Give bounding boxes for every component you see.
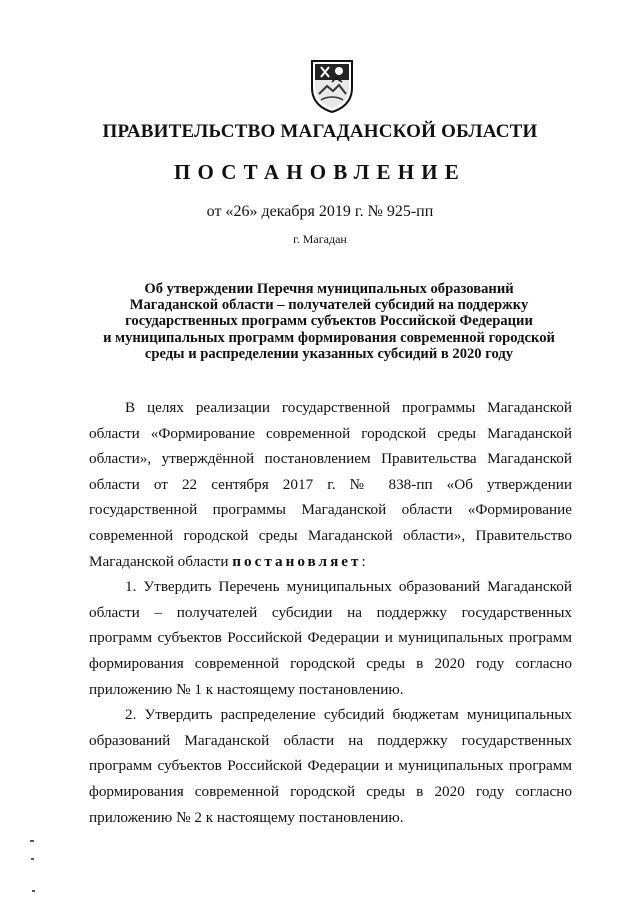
item-line: программ субъектов Российской Федерации и муниципальных программ: [89, 757, 572, 775]
preamble-line: области», утверждённой постановлением Правительства Магаданской: [89, 450, 572, 468]
subject-line: Об утверждении Перечня муниципальных образований: [144, 281, 514, 297]
item-line: области – получателей субсидии на поддержку государственных: [89, 603, 572, 621]
scan-mark: [31, 858, 34, 860]
document-date-number: от «26» декабря 2019 г. № 925-пп: [206, 203, 434, 220]
preamble-line: В целях реализации государственной программы Магаданской: [125, 399, 572, 416]
item-line: формирования современной городской среды в 2020 году согласно: [89, 782, 572, 800]
decree-word: постановляет: [232, 552, 362, 570]
document-subject: [80, 281, 578, 362]
subject-line: государственных программ субъектов Российской Федерации: [125, 313, 533, 330]
document-city: г. Магадан: [293, 232, 347, 246]
decree-suffix: :: [361, 552, 366, 570]
item-line: приложению № 1 к настоящему постановлению.: [89, 680, 404, 698]
item-line: формирования современной городской среды в 2020 году согласно: [89, 654, 572, 672]
preamble-line-prefix: Магаданской области: [89, 552, 233, 570]
preamble-line: современной городской среды Магаданской области», Правительство: [89, 526, 572, 544]
item-paragraph-1: [89, 574, 572, 702]
item-line: образований Магаданской области на поддержку государственных: [89, 731, 572, 749]
item-line: 1. Утвердить Перечень муниципальных образований Магаданской: [125, 578, 572, 596]
item-line: программ субъектов Российской Федерации и муниципальных программ: [89, 629, 572, 647]
subject-line: и муниципальных программ формирования современной городской: [103, 329, 555, 346]
scan-mark: [32, 890, 35, 892]
document-body: [89, 395, 572, 830]
coat-of-arms-icon: [309, 58, 355, 114]
preamble-line: государственной программы Магаданской области «Формирование: [89, 501, 572, 519]
document-type-title: ПОСТАНОВЛЕНИЕ: [173, 160, 467, 184]
scan-mark: [30, 840, 34, 842]
organization-name: ПРАВИТЕЛЬСТВО МАГАДАНСКОЙ ОБЛАСТИ: [102, 121, 538, 142]
preamble-line: области «Формирование современной городской среды Магаданской: [89, 424, 572, 442]
subject-line: среды и распределении указанных субсидий в 2020 году: [144, 345, 514, 362]
item-paragraph-2: [89, 702, 572, 830]
preamble-paragraph: [89, 395, 572, 574]
preamble-decree-line: [89, 549, 572, 575]
subject-line: Магаданской области – получателей субсидий на поддержку: [129, 297, 529, 314]
item-line: приложению № 2 к настоящему постановлению.: [89, 808, 404, 826]
preamble-line: области от 22 сентября 2017 г. № 838-пп «Об утверждении: [89, 475, 572, 493]
item-line: 2. Утвердить распределение субсидий бюджетам муниципальных: [125, 706, 572, 724]
